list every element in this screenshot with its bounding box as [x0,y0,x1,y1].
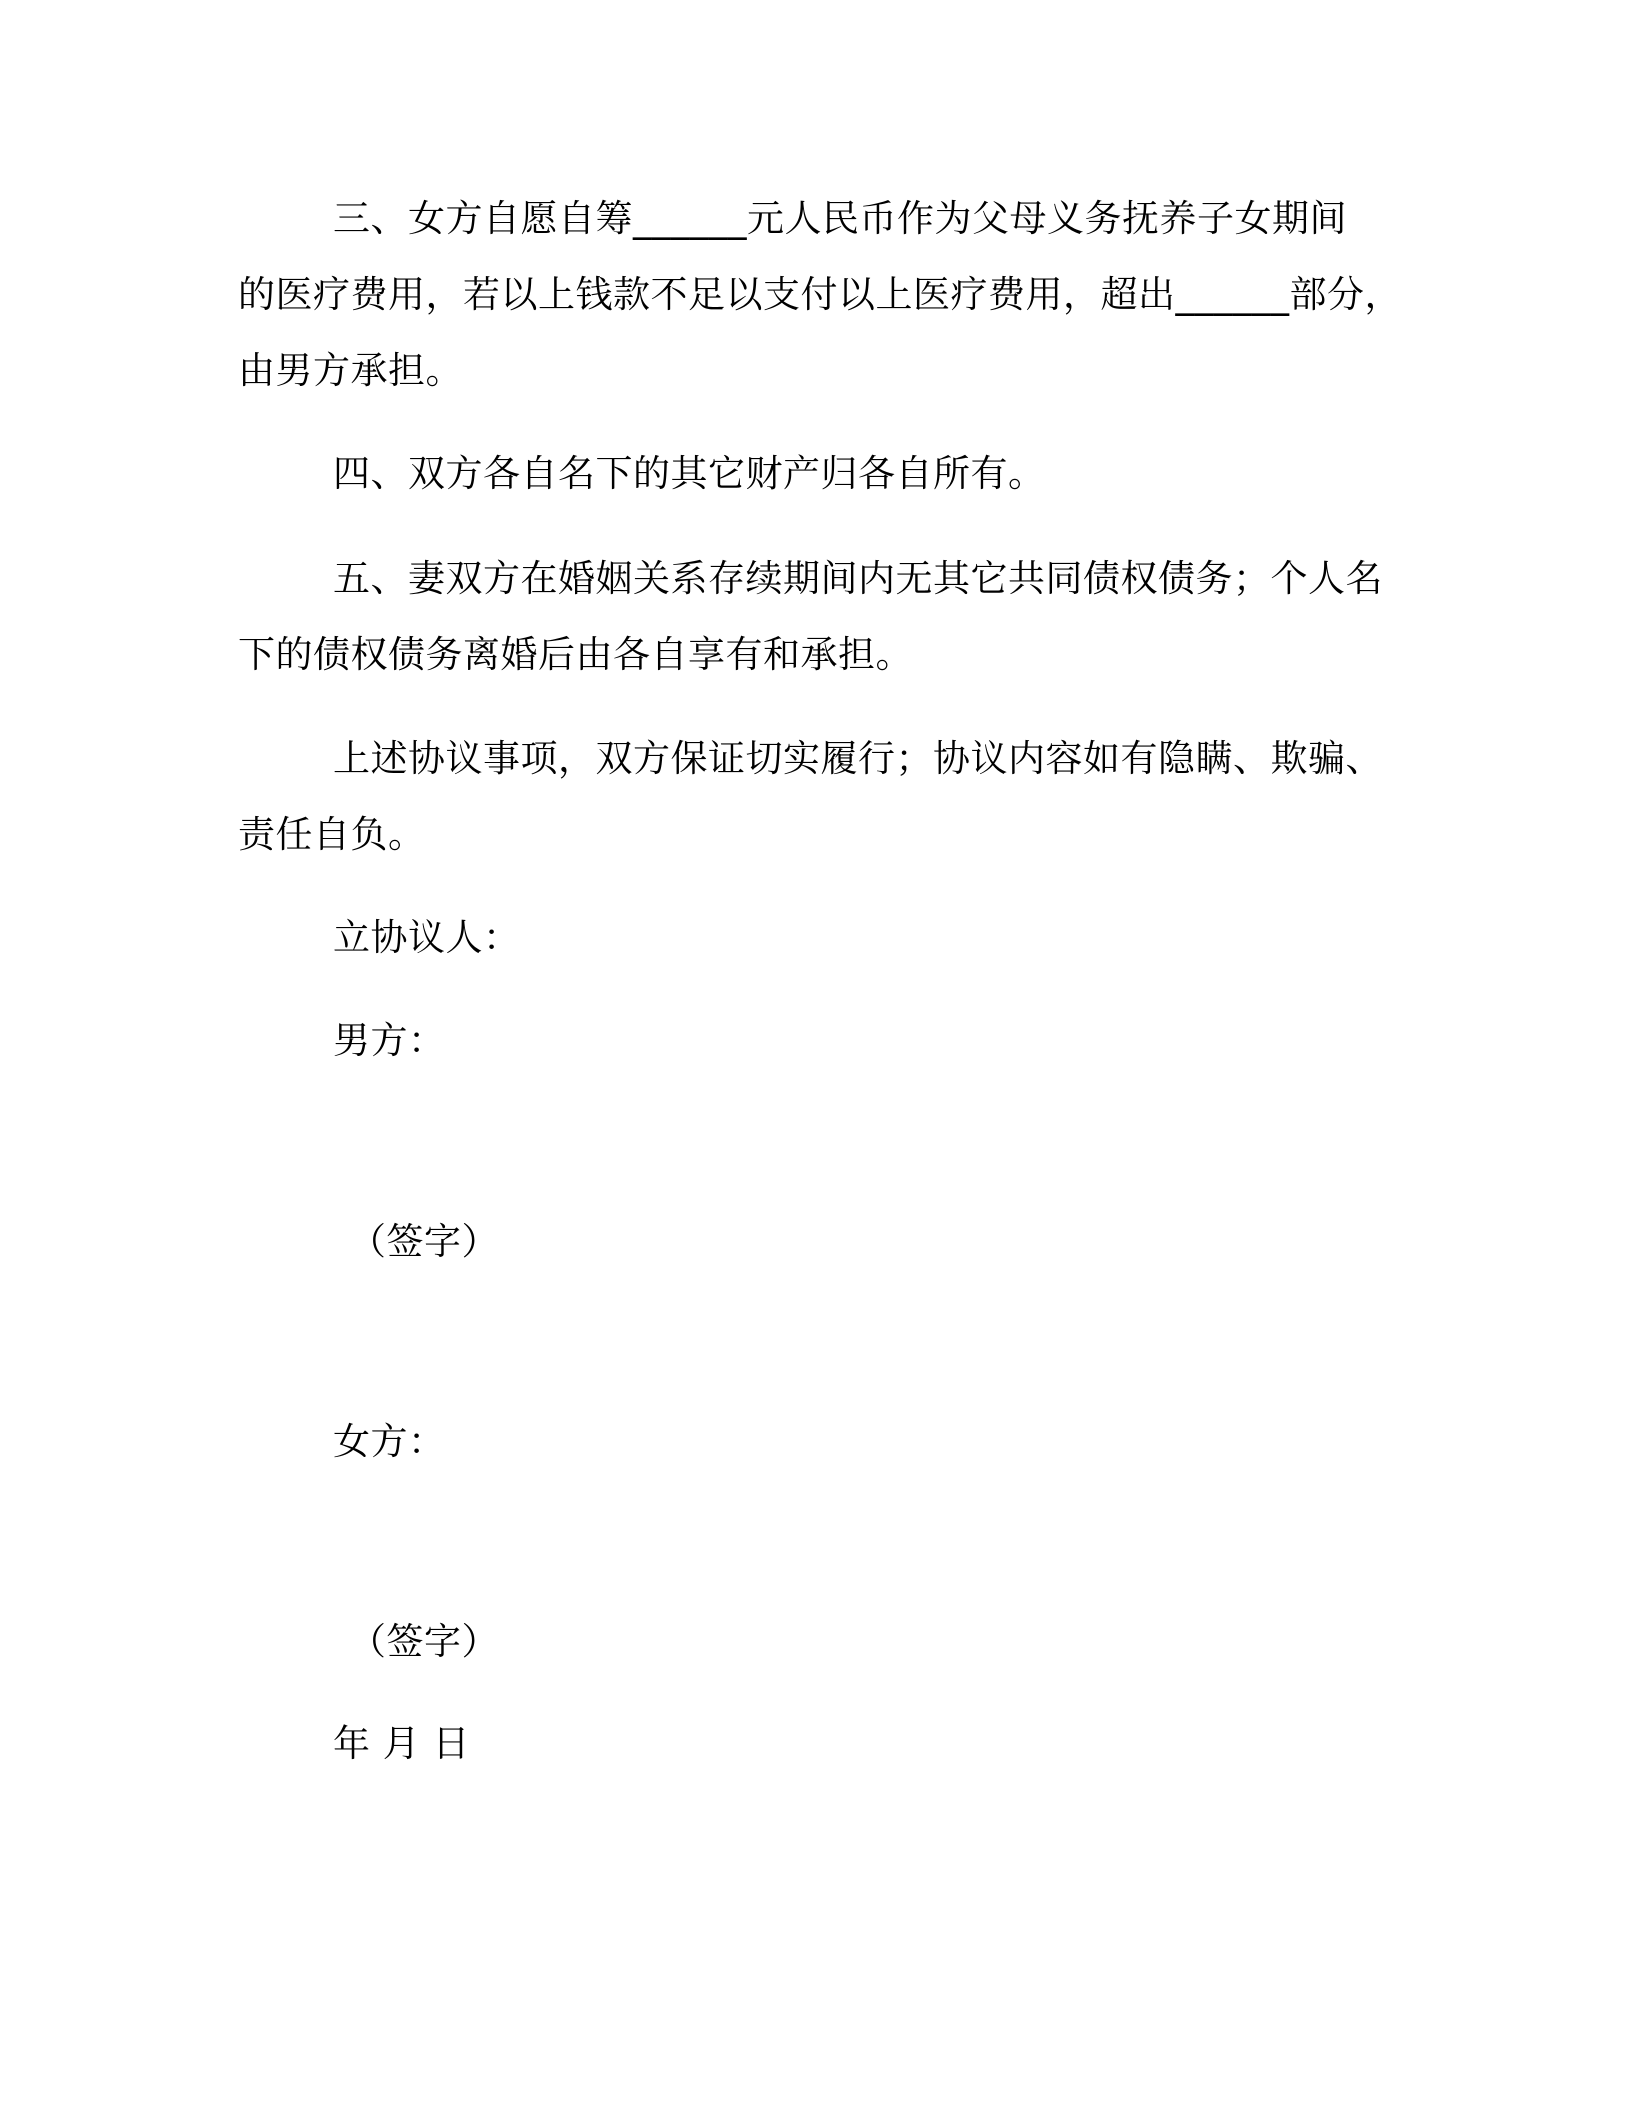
date-label: 年 月 日 [333,1722,471,1765]
male-party-label: 男方： [333,1019,446,1062]
clause-3-line-2: 的医疗费用，若以上钱款不足以支付以上医疗费用，超出______部分， [238,273,1402,316]
closing-line-2: 责任自负。 [238,813,426,856]
female-party-label: 女方： [333,1420,446,1463]
clause-4-line-1: 四、双方各自名下的其它财产归各自所有。 [333,452,1046,495]
closing-line-1: 上述协议事项，双方保证切实履行；协议内容如有隐瞒、欺骗、 [333,737,1383,780]
male-signature-label: （签字） [349,1220,499,1263]
clause-5-line-2: 下的债权债务离婚后由各自享有和承担。 [238,633,913,676]
clause-3-line-3: 由男方承担。 [238,349,463,392]
clause-5-line-1: 五、妻双方在婚姻关系存续期间内无其它共同债权债务；个人名 [333,557,1383,600]
parties-label: 立协议人： [333,916,521,959]
clause-3-line-1: 三、女方自愿自筹______元人民币作为父母义务抚养子女期间 [333,197,1347,240]
female-signature-label: （签字） [349,1620,499,1663]
